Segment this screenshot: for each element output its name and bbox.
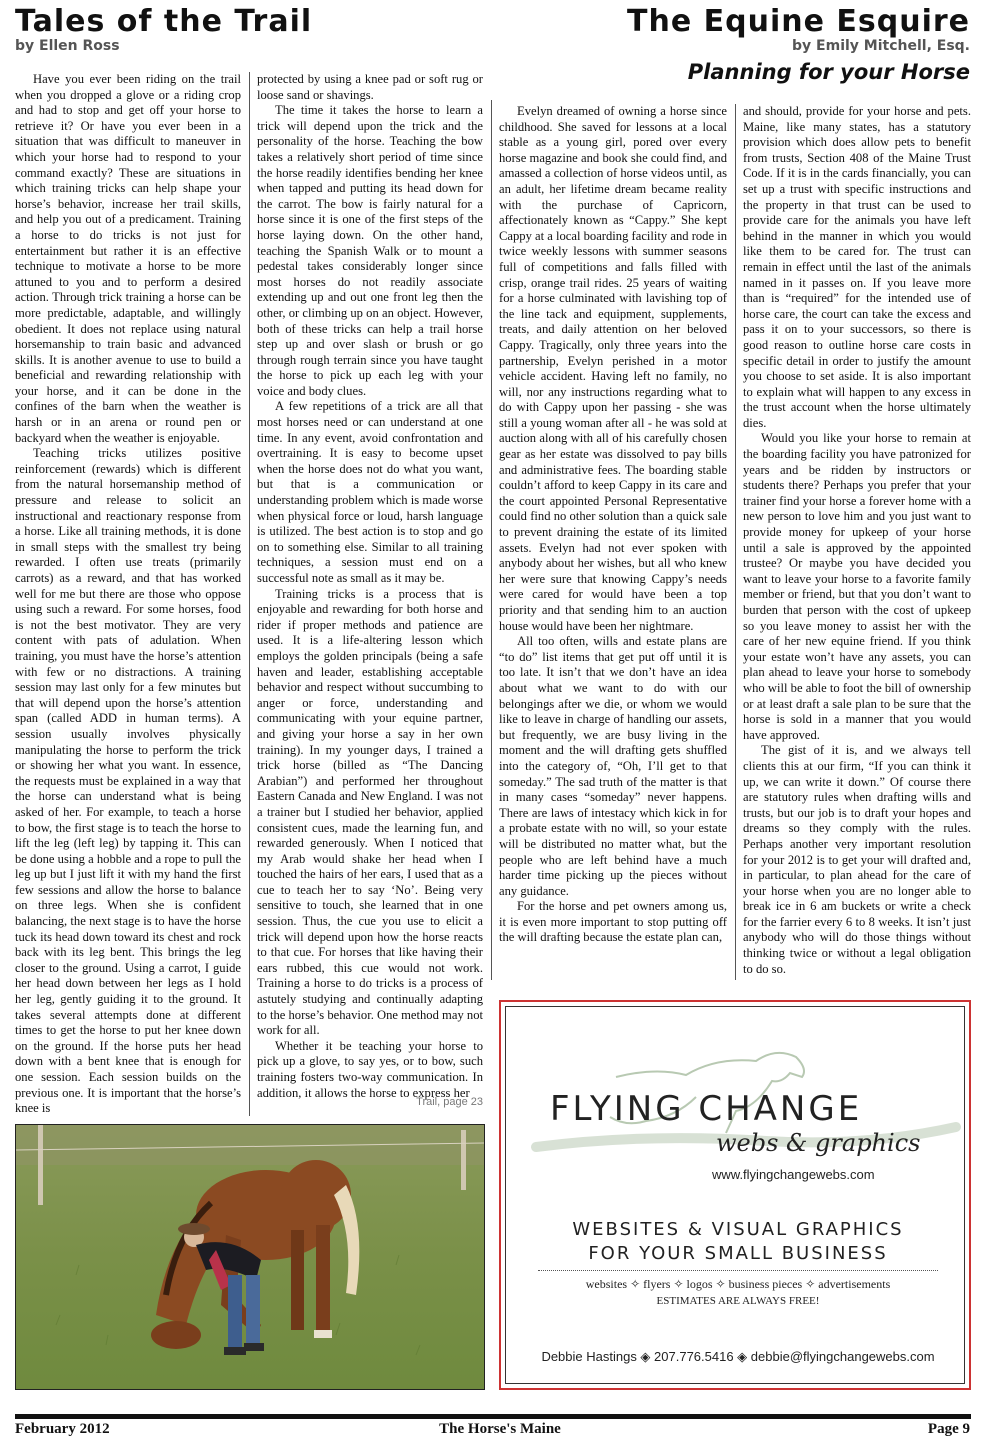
left-article-column-1 — [15, 72, 241, 1117]
column-divider — [491, 100, 492, 980]
continued-link[interactable]: Trail, page 23 — [416, 1096, 483, 1108]
left-article-title: Tales of the Trail — [15, 4, 313, 39]
ad-brand-subtitle: webs & graphics — [716, 1129, 921, 1157]
paragraph: Training tricks is a process that is enjoyable and rewarding for both horse and rider if proper methods and patience are used. It is a life-altering lesson which employs the golden principals (being a safe haven and leader, establishing acceptable behavior and respect without succumbing to anger or force, understanding and communicating with your equine partner, and giving your horse a say in her own training). In my younger days, I trained a trick horse (billed as “The Dancing Arabian”) and performed her throughout Eastern Canada and New England. I was not a trainer but I studied her behavior, applied consistent cues, made the learning fun, and rewarded generously. When I noticed that my Arab would shake her head when I touched the hairs of her ears, I used that as a cue to teach her to say ‘No’. Being very sensitive to touch, she learned that in one session. Thus, the cue you use to elicit a trick will depend upon how the horse reacts to that cue. For horses that like having their ears rubbed, this cue would not work. Training a horse to do tricks is a process of astutely studying and continually adapting to the horse’s behavior. One method may not work for all. — [257, 586, 483, 1038]
paragraph: The time it takes the horse to learn a trick will depend upon the trick and the personality of the horse. Teaching the bow takes a relatively short period of time since the horse readily identifies bending her knee when tapped and putting its head down for the carrot. The bow is fairly natural for a horse since it is one of the first steps of the horse laying down. On the other hand, teaching the Spanish Walk or to mount a pedestal takes considerably longer since most horses do not readily associate extending up and out one front leg then the other, or climbing up on an object. However, both of these tricks can help a trail horse step up and over slash or brush or go through rough terrain since you have taught the horse to pick up each leg with your voice and body clues. — [257, 103, 483, 398]
horse-bowing-illustration — [16, 1125, 484, 1389]
column-divider — [735, 104, 736, 980]
right-article-header — [627, 6, 970, 84]
right-article-byline: by Emily Mitchell, Esq. — [792, 38, 970, 54]
ad-estimates: ESTIMATES ARE ALWAYS FREE! — [656, 1295, 820, 1307]
ad-divider — [538, 1270, 938, 1271]
left-article-column-2 — [257, 72, 483, 1101]
right-article-subhead: Planning for your Horse — [687, 60, 970, 84]
ad-contact[interactable]: Debbie Hastings ◈ 207.776.5416 ◈ debbie@flyingchangewebs.com — [541, 1349, 935, 1364]
paragraph: For the horse and pet owners among us, it is even more important to stop putting off the will drafting because the estate plan can, — [499, 899, 727, 945]
ad-tagline-line-1: WEBSITES & VISUAL GRAPHICS — [572, 1219, 904, 1240]
ad-inner-frame — [505, 1006, 965, 1384]
footer-rule — [15, 1414, 971, 1419]
paragraph: Whether it be teaching your horse to pick up a glove, to say yes, or to bow, such training fosters two-way communication. In addition, it allows the horse to express her — [257, 1038, 483, 1100]
ad-tagline-line-2: FOR YOUR SMALL BUSINESS — [588, 1243, 888, 1264]
paragraph: Evelyn dreamed of owning a horse since childhood. She saved for lessons at a local stable as a young girl, pored over every horse magazine and book she could find, and amassed a collection of horse videos until, as an adult, her lifetime dream became reality with the purchase of Capricorn, affectionately known as “Cappy.” She kept Cappy at a local boarding facility and rode in twice weekly lessons with summer seasons full of competitions and falls filled with crisp, orange trail rides. 25 years of waiting for a horse culminated with lavishing top of the line tack and equipment, supplements, treats, and daily attention on her beloved Cappy. Tragically, only three years into the partnership, Evelyn perished in a motor vehicle accident. Having left no family, no will, nor any instructions regarding what to do with Cappy upon her passing - she was still a young woman after all - he was sold at auction along with all of his carefully chosen gear as her estate was dissolved to pay bills and administrative fees. The boarding stable couldn’t afford to keep Cappy in its care and the court appointed Personal Representative could find no other solution than a quick sale to prevent draining the estate of its limited assets. Evelyn had not ever spoken with anybody about her wishes, but all who knew her were sure that knowing Cappy’s needs were cared for would have been a top priority and that sending him to an auction house would have been her nightmare. — [499, 104, 728, 633]
flying-change-ad[interactable] — [499, 1000, 971, 1390]
paragraph: The gist of it is, and we always tell clients this at our firm, “If you can think it up, we can write it down.” Of course there are statutory rules when drafting wills and trusts, but our job is to draft your hopes and dreams so they comply with the rules. Perhaps another very important resolution for your 2012 is to get your will drafted and, in particular, to plan ahead for the care of your horse when you are no longer able to break ice in 6 am buckets or write a check for the farrier every 6 to 8 weeks. It isn’t just anybody who will do those things without thinking twice or without a legal obligation to do so. — [743, 743, 971, 976]
footer-date: February 2012 — [15, 1421, 110, 1437]
paragraph: Have you ever been riding on the trail when you dropped a glove or a riding crop and had to stop and get off your horse to retrieve it? Or have you ever been in a situation that was difficult to maneuver in which your horse had to respond to your command exactly? These are situations in which training tricks can help shape your horse’s behavior, increase her trail skills, and help you out of a predicament. Training a horse to do tricks is not just for entertainment but rather it is an effective technique to motivate a horse to be more attuned to you and to perform a desired action. Through trick training a horse can be more predictable, adaptable, and willingly obedient. It does not replace using natural horsemanship to train basic and advanced skills. It is another avenue to use to build a beneficial and rewarding relationship with your horse, and it can be done in the confines of the barn when the weather is harsh or in an arena or round pen or backyard when the weather is enjoyable. — [15, 72, 241, 445]
paragraph: A few repetitions of a trick are all that most horses need or can understand at one time. In any event, avoid confrontation and overtraining. It is easy to become upset when the horse does not do what you want, but that is a communication or understanding problem which is made worse when physical force or loud, harsh language is utilized. The best action is to stop and go on to something else. Similar to all training techniques, a session must end on a successful note as small as it may be. — [257, 399, 483, 585]
paragraph: and should, provide for your horse and pets. Maine, like many states, has a statutory provision which does allow pets to benefit from trusts, Section 408 of the Maine Trust Code. If it is in the cards financially, you can set up a trust with specific instructions and the property in that trust can be used to provide care for the animals you have left behind in the manner in which you would like them to be cared for. The trust can remain in effect until the last of the animals named in it passes on. If you leave more than is “required” for the intended use of horse care, the court can take the excess and pass it on to your successors, so there is good reason to outline horse care costs in specific detail in order to justify the amount you choose to set aside. It is also important to explain what will happen to any excess in the trust account when the horse ultimately dies. — [743, 104, 971, 430]
horse-bowing-photo — [15, 1124, 485, 1390]
paragraph: Would you like your horse to remain at the boarding facility you have patronized for years and be ridden by instructors or students there? Perhaps you prefer that your trainer find your horse a forever home with a new person to love him and you just want to provide money for upkeep of your horse until a sale is approved by the appointed trustee? Or maybe you have decided you want to leave your horse to a favorite family member or friend, but that you don’t want to burden that person with the cost of upkeep so you leave money to assist her with the care of her new equine friend. If you think your estate won’t have any assets, you can plan ahead to leave your horse to somebody who will be able to foot the bill of ownership or at least draft a sale plan to be sure that the horse is sold in a manner that you would have approved. — [743, 431, 971, 742]
right-article-column-1 — [499, 104, 727, 946]
footer-publication: The Horse's Maine — [439, 1421, 561, 1437]
footer-page-number: Page 9 — [927, 1421, 970, 1437]
ad-website-link[interactable]: www.flyingchangewebs.com — [712, 1167, 875, 1182]
ad-brand-name: FLYING CHANGE — [550, 1089, 863, 1129]
left-article-header — [15, 6, 312, 54]
right-article-title: The Equine Esquire — [627, 4, 970, 39]
paragraph: All too often, wills and estate plans are “to do” list items that get put off until it is too late. It isn’t that we don’t have an idea about what we want to do with our belongings after we die, or whom we would like to leave in charge of handling our assets, but frequently, we are busy living in the moment and the will drafting gets shuffled into the category of, “Oh, I’ll get to that someday.” The sad truth of the matter is that in many cases “someday” never happens. There are laws of intestacy which kick in for a probate estate with no will, so your estate will be distributed no matter what, but the people who are left behind have a much harder time picking up the pieces without any guidance. — [499, 634, 727, 898]
ad-services: websites ✧ flyers ✧ logos ✧ business pieces ✧ advertisements — [585, 1277, 891, 1291]
column-divider — [249, 72, 250, 1116]
left-article-byline: by Ellen Ross — [15, 38, 120, 54]
right-article-column-2 — [743, 104, 971, 977]
paragraph: protected by using a knee pad or soft rug or loose sand or shavings. — [257, 72, 483, 102]
paragraph: Teaching tricks utilizes positive reinforcement (rewards) which is different from the natural horsemanship method of pressure and release to solicit an instructional and reactionary response from a horse. Like all training methods, it is done in small steps with the smallest try being rewarded. I often use treats (primarily carrots) as a reward, and that has worked well for me but there are those who oppose using such a reward. For some horses, food is not the best motivator. They are very content with pats of adulation. When training, you must have the horse’s attention with few or no distractions. A training session may last only for a few minutes but that will depend upon the horse’s attention span (called ADD in human terms). A session usually involves physically manipulating the horse to perform the trick or showing her what you want. In essence, the requests must be explained in a way that the horse can understand what is being asked of her. For example, to teach a horse to bow, the first stage is to teach the horse to lift the leg (left leg) by tapping it. This can be done using a hobble and a rope to pull the leg up but I just lift it with my hand the first few sessions and allow the horse to balance on three legs. When she is confident balancing, the next stage is to have the horse tuck its head down toward its chest and rock back with its leg bent. This brings the leg closer to the ground. Using a carrot, I guide her head down between her legs as I hold her leg, gently guiding it to the ground. It takes several attempts done at different times to get the horse to put her knee down on the ground. If the horse puts her head down with a bent knee that is enough for one session. Each session builds on the previous one. It is important that the horse’s knee is — [15, 446, 241, 1116]
